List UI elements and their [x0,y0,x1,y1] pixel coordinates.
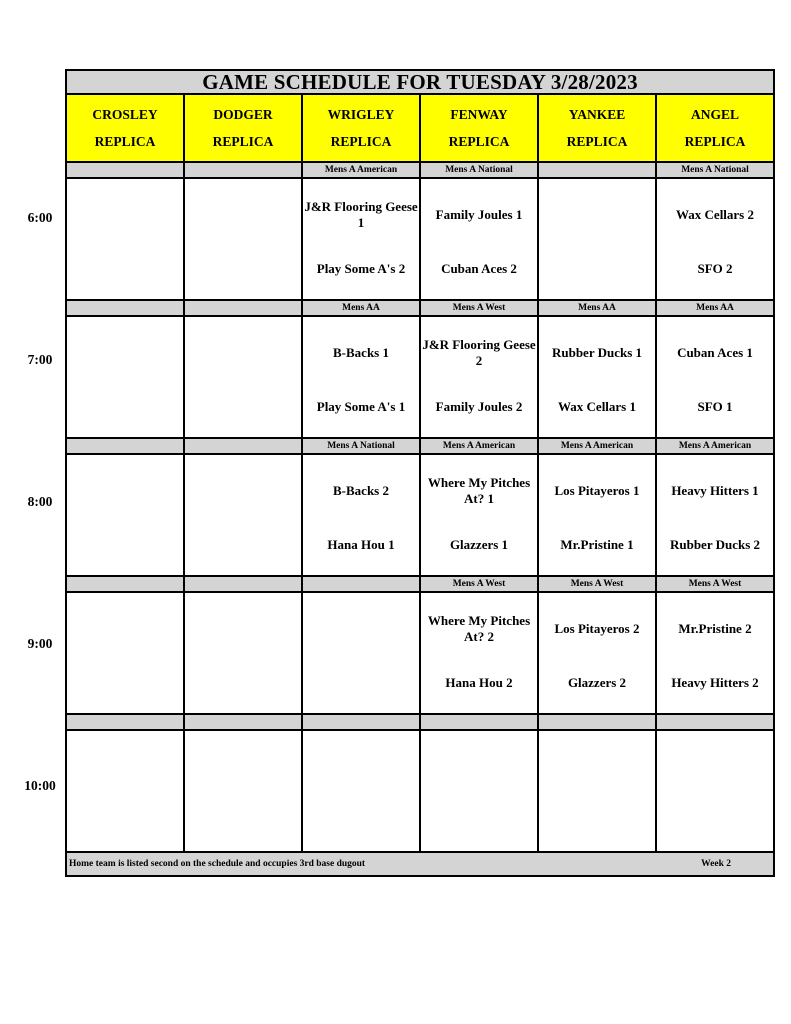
home-team [185,813,301,829]
league-label: Mens A American [302,162,420,178]
game-cell [538,178,656,300]
league-label [66,714,184,730]
home-team [67,537,183,553]
home-team [539,261,655,277]
field-name: YANKEE [568,107,626,122]
field-header [420,94,538,162]
field-header [538,94,656,162]
away-team: Los Pitayeros 2 [554,621,640,636]
away-team: Rubber Ducks 1 [551,345,643,360]
league-label: Mens A National [302,438,420,454]
home-team: Rubber Ducks 2 [669,537,761,552]
footer-row [66,852,774,876]
league-label [66,300,184,316]
league-label: Mens A West [420,300,538,316]
home-team [67,399,183,415]
field-name: ANGEL [690,107,739,122]
game-cell [66,730,184,852]
league-label: Mens A National [420,162,538,178]
away-team: Mr.Pristine 2 [678,621,752,636]
field-sub: REPLICA [448,134,510,149]
field-header [302,94,420,162]
game-cell [184,454,302,576]
time-label: 7:00 [27,352,53,367]
week-label: Week 2 [701,859,731,869]
schedule-title: GAME SCHEDULE FOR TUESDAY 3/28/2023 [66,70,774,94]
game-cell [538,730,656,852]
league-label [184,162,302,178]
footer-cell [66,852,774,876]
league-label [184,714,302,730]
time-label: 6:00 [27,210,53,225]
away-team: Heavy Hitters 1 [671,483,759,498]
field-header [66,94,184,162]
league-label: Mens A West [538,576,656,592]
league-label: Mens A West [420,576,538,592]
field-sub: REPLICA [566,134,628,149]
game-cell [420,730,538,852]
league-row [66,714,774,730]
field-name: DODGER [213,107,273,122]
field-sub: REPLICA [330,134,392,149]
away-team: B-Backs 2 [333,483,389,498]
league-label [656,714,774,730]
league-label [184,300,302,316]
home-team [185,261,301,277]
home-team: Glazzers 2 [567,675,627,690]
title-row [66,70,774,94]
game-cell [656,592,774,714]
game-row [66,454,774,576]
game-cell [420,316,538,438]
home-team [67,675,183,691]
field-sub: REPLICA [684,134,746,149]
game-cell [184,178,302,300]
game-cell [66,316,184,438]
schedule-sheet [65,69,773,902]
home-team [657,813,773,829]
league-label: Mens A American [538,438,656,454]
home-team: SFO 2 [697,261,733,276]
home-team: Family Joules 2 [435,399,523,414]
away-team: Cuban Aces 1 [677,345,753,360]
league-row [66,576,774,592]
league-label: Mens A American [656,438,774,454]
game-cell [184,730,302,852]
home-team [303,813,419,829]
home-team: SFO 1 [697,399,733,414]
field-name: CROSLEY [92,107,158,122]
home-team [185,399,301,415]
game-row [66,178,774,300]
game-cell [184,592,302,714]
league-label [66,162,184,178]
time-label: 9:00 [27,636,53,651]
game-cell [302,178,420,300]
league-label [538,714,656,730]
game-cell [656,178,774,300]
game-cell [656,730,774,852]
away-team: Where My Pitches At? 1 [427,475,531,506]
away-team: Family Joules 1 [435,207,523,222]
league-label: Mens AA [538,300,656,316]
field-name: WRIGLEY [327,107,395,122]
time-label: 8:00 [27,494,53,509]
league-label [66,576,184,592]
home-team: Play Some A's 2 [316,261,406,276]
home-team [185,537,301,553]
league-label [302,714,420,730]
home-team [303,675,419,691]
game-cell [538,592,656,714]
game-cell [66,592,184,714]
home-team [67,813,183,829]
game-cell [656,316,774,438]
league-label [302,576,420,592]
league-label: Mens A National [656,162,774,178]
league-row [66,162,774,178]
league-label [184,438,302,454]
league-label [66,438,184,454]
game-cell [538,316,656,438]
game-cell [302,454,420,576]
league-row [66,438,774,454]
home-team [67,261,183,277]
league-label: Mens AA [302,300,420,316]
field-name: FENWAY [450,107,508,122]
game-cell [420,454,538,576]
league-label: Mens A West [656,576,774,592]
game-row [66,730,774,852]
home-team: Glazzers 1 [449,537,509,552]
footer-note: Home team is listed second on the schedule and occupies 3rd base dugout [69,859,366,869]
home-team [185,675,301,691]
game-row [66,316,774,438]
league-label: Mens A American [420,438,538,454]
schedule-table [65,69,775,877]
league-label [184,576,302,592]
away-team: Wax Cellars 2 [676,207,754,222]
league-label [538,162,656,178]
time-label: 10:00 [24,778,56,793]
league-label: Mens AA [656,300,774,316]
field-sub: REPLICA [94,134,156,149]
away-team: Los Pitayeros 1 [554,483,640,498]
home-team: Play Some A's 1 [316,399,406,414]
home-team: Hana Hou 2 [445,675,513,690]
home-team: Cuban Aces 2 [441,261,517,276]
field-header [656,94,774,162]
home-team [421,813,537,829]
game-cell [302,592,420,714]
game-cell [420,592,538,714]
game-cell [302,730,420,852]
game-row [66,592,774,714]
away-team: Where My Pitches At? 2 [427,613,531,644]
away-team: B-Backs 1 [333,345,389,360]
league-row [66,300,774,316]
away-team: J&R Flooring Geese 1 [304,199,418,230]
game-cell [302,316,420,438]
home-team: Mr.Pristine 1 [560,537,634,552]
game-cell [538,454,656,576]
field-sub: REPLICA [212,134,274,149]
league-label [420,714,538,730]
game-cell [184,316,302,438]
game-cell [66,454,184,576]
game-cell [420,178,538,300]
home-team: Wax Cellars 1 [558,399,636,414]
field-header-row [66,94,774,162]
game-cell [656,454,774,576]
game-cell [66,178,184,300]
field-header [184,94,302,162]
home-team: Heavy Hitters 2 [671,675,759,690]
home-team [539,813,655,829]
away-team: J&R Flooring Geese 2 [422,337,536,368]
home-team: Hana Hou 1 [327,537,395,552]
